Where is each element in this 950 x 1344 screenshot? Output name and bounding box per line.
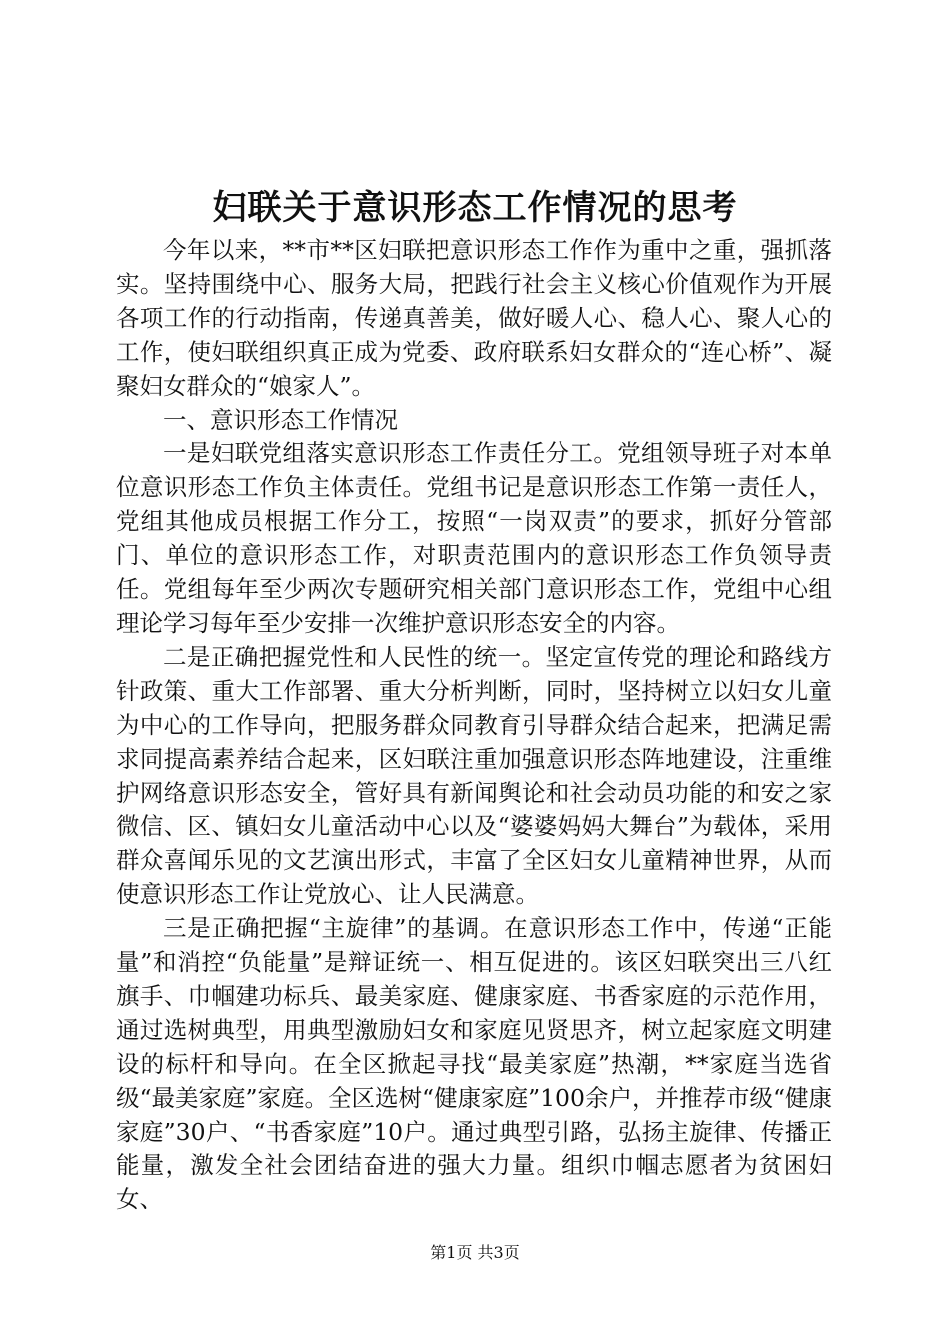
document-body (116, 234, 832, 1217)
section-heading: 一、意识形态工作情况 (163, 405, 398, 434)
paragraph-point-2: 二是正确把握党性和人民性的统一。坚定宣传党的理论和路线方针政策、重大工作部署、重大分析判断，同时，坚持树立以妇女儿童为中心的工作导向，把服务群众同教育引导群众结合起来，把满足需求同提高素养结合起来，区妇联注重加强意识形态阵地建设，注重维护网络意识形态安全，管好具有新闻舆论和社会动员功能的和安之家微信、区、镇妇女儿童活动中心以及“婆婆妈妈大舞台”为载体，采用群众喜闻乐见的文艺演出形式，丰富了全区妇女儿童精神世界，从而使意识形态工作让党放心、让人民满意。 (116, 642, 832, 909)
document-title: 妇联关于意识形态工作情况的思考 (212, 188, 738, 228)
paragraph-point-3: 三是正确把握“主旋律”的基调。在意识形态工作中，传递“正能量”和消控“负能量”是辩证统一、相互促进的。该区妇联突出三八红旗手、巾帼建功标兵、最美家庭、健康家庭、书香家庭的示范作用，通过选树典型，用典型激励妇女和家庭见贤思齐，树立起家庭文明建设的标杆和导向。在全区掀起寻找“最美家庭”热潮，**家庭当选省级“最美家庭”家庭。全区选树“健康家庭”100余户，并推荐市级“健康家庭”30户、“书香家庭”10户。通过典型引路，弘扬主旋律、传播正能量，激发全社会团结奋进的强大力量。组织巾帼志愿者为贫困妇女、 (116, 914, 832, 1214)
paragraph-intro: 今年以来，**市**区妇联把意识形态工作作为重中之重，强抓落实。坚持围绕中心、服务大局，把践行社会主义核心价值观作为开展各项工作的行动指南，传递真善美，做好暖人心、稳人心、聚人心的工作，使妇联组织真正成为党委、政府联系妇女群众的“连心桥”、凝聚妇女群众的“娘家人”。 (116, 236, 832, 400)
paragraph-point-1: 一是妇联党组落实意识形态工作责任分工。党组领导班子对本单位意识形态工作负主体责任。党组书记是意识形态工作第一责任人，党组其他成员根据工作分工，按照“一岗双责”的要求，抓好分管部门、单位的意识形态工作，对职责范围内的意识形态工作负领导责任。党组每年至少两次专题研究相关部门意识形态工作，党组中心组理论学习每年至少安排一次维护意识形态安全的内容。 (116, 439, 832, 637)
page-number-footer: 第1页 共3页 (430, 1243, 520, 1262)
